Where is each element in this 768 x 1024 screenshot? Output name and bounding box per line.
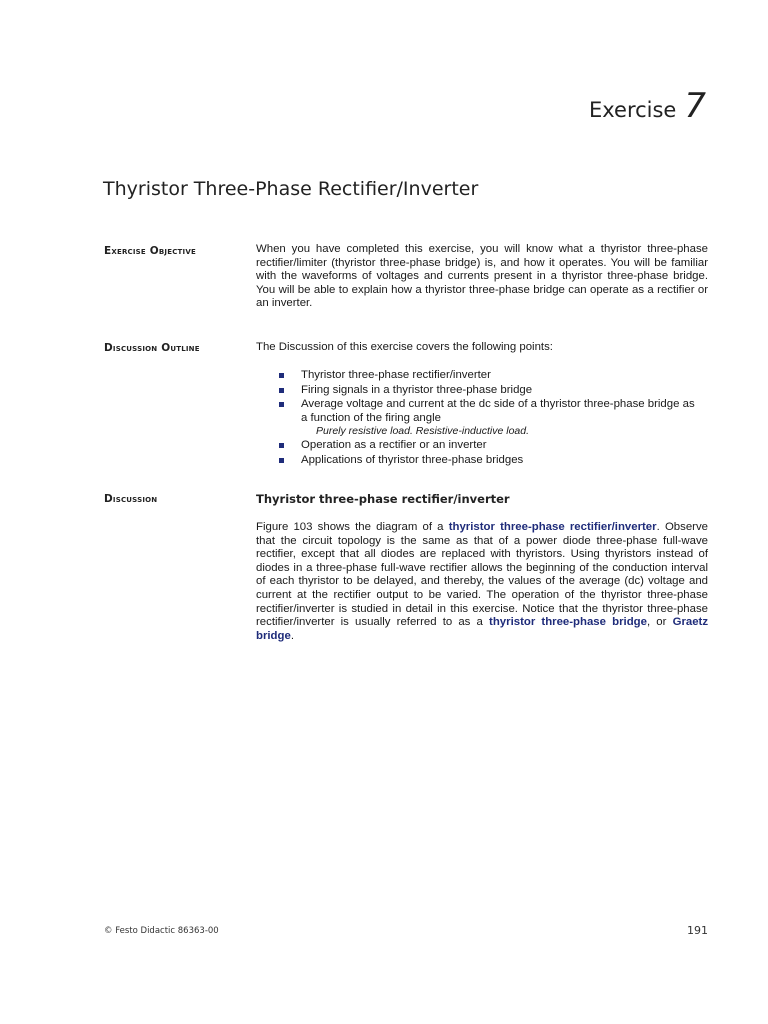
footer-copyright: © Festo Didactic 86363-00 <box>104 926 219 936</box>
list-item <box>278 454 698 468</box>
discussion-paragraph <box>256 521 708 643</box>
objective-text: When you have completed this exercise, you will know what a thyristor three-phase rectifier/limiter (thyristor three-phase bridge) is, and how it operates. You will be familiar with the waveforms of voltages and currents present in a thyristor three-phase bridge. You will be able to explain how a thyristor three-phase bridge can operate as a rectifier or an inverter. <box>256 243 708 310</box>
key-term: thyristor three-phase rectifier/inverter <box>448 521 657 533</box>
key-term: thyristor three-phase bridge <box>489 616 647 629</box>
exercise-number: 7 <box>684 86 706 126</box>
bullet-square-icon <box>279 373 284 378</box>
objective-label: Exercise Objective <box>104 245 196 257</box>
list-item <box>278 369 698 383</box>
list-item <box>278 398 698 438</box>
exercise-label: Exercise <box>588 98 677 122</box>
outline-list <box>278 369 698 469</box>
page-number: 191 <box>687 924 708 937</box>
list-item-text: Operation as a rectifier or an inverter <box>301 439 487 452</box>
discussion-label: Discussion <box>104 493 158 505</box>
list-item <box>278 384 698 398</box>
list-item-text: Firing signals in a thyristor three-phase bridge <box>301 383 533 396</box>
paragraph-text: . <box>290 629 294 642</box>
list-item-text: Thyristor three-phase rectifier/inverter <box>301 369 491 381</box>
outline-label: Discussion Outline <box>104 342 200 354</box>
list-item-subnote: Purely resistive load. Resistive-inductive load. <box>316 425 530 438</box>
key-term: Graetz bridge <box>256 616 709 642</box>
outline-intro: The Discussion of this exercise covers the following points: <box>256 341 553 353</box>
list-item <box>278 439 698 453</box>
exercise-heading <box>589 86 706 126</box>
list-item-text: Average voltage and current at the dc side of a thyristor three-phase bridge as a function of the firing angle <box>301 398 695 424</box>
bullet-square-icon <box>279 388 284 393</box>
discussion-subheading: Thyristor three-phase rectifier/inverter <box>256 492 510 506</box>
bullet-square-icon <box>279 402 284 407</box>
list-item-text: Applications of thyristor three-phase bridges <box>301 453 524 466</box>
paragraph-text: . Observe that the circuit topology is the same as that of a power diode three-phase full-wave rectifier, except that all diodes are replaced with thyristors. Using thyristors instead of diodes in a three-phase full-wave rectifier allows the beginning of the conduction interval of each thyristor to be delayed, and thereby, the values of the average (dc) voltage and current at the rectifier output to be varied. The operation of the thyristor three-phase rectifier/inverter is studied in detail in this exercise. Notice that the thyristor three-phase rectifier/inverter is usually referred to as a <box>256 521 708 629</box>
paragraph-text: Figure 103 shows the diagram of a <box>256 521 449 533</box>
paragraph-text: , or <box>646 616 673 629</box>
page-title: Thyristor Three-Phase Rectifier/Inverter <box>103 178 479 200</box>
bullet-square-icon <box>279 443 284 448</box>
bullet-square-icon <box>279 458 284 463</box>
